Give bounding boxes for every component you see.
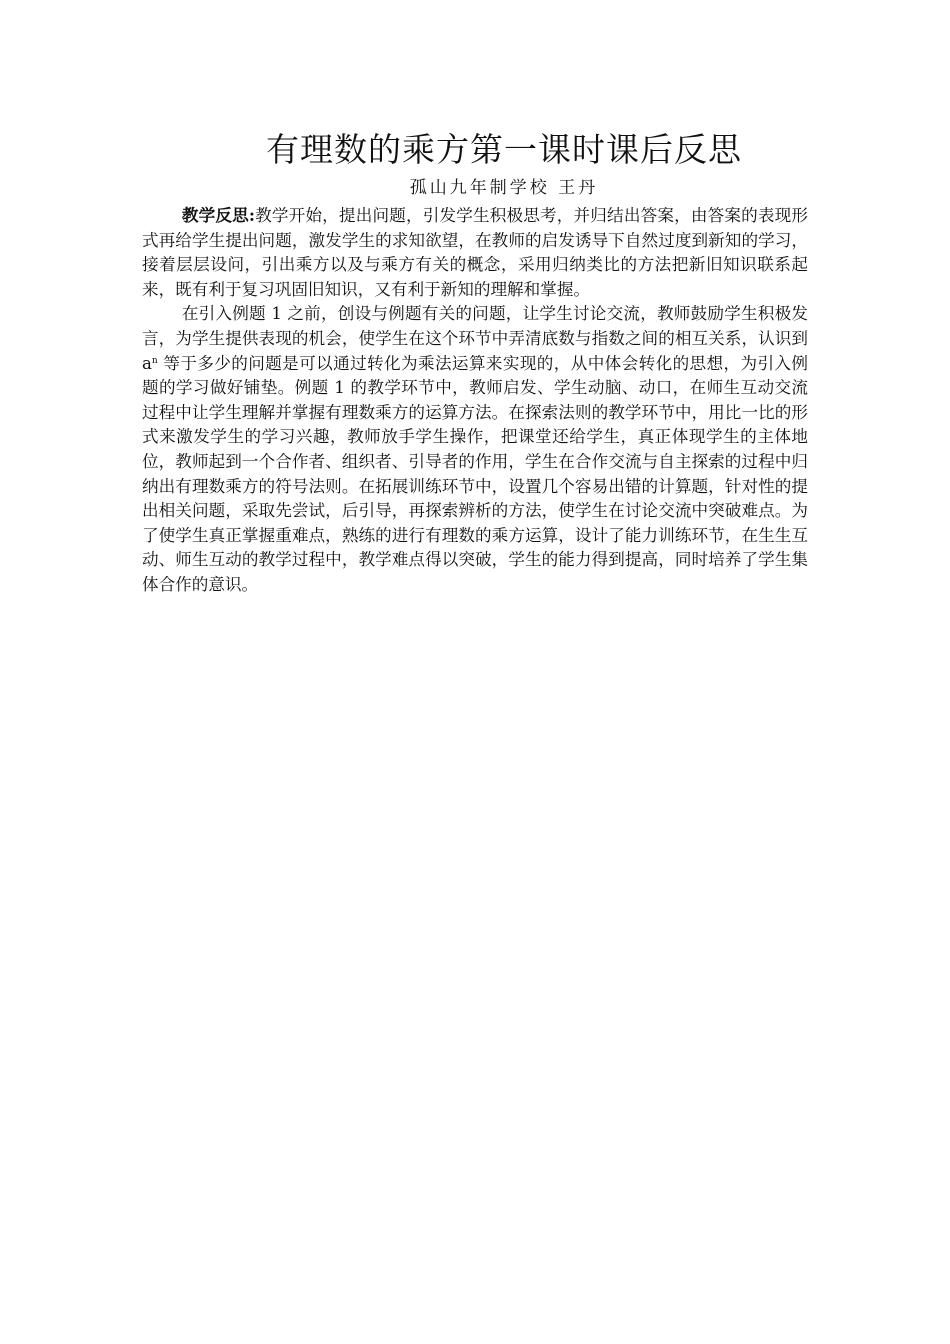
document-page bbox=[142, 128, 808, 598]
author-line: 孤山九年制学校 王丹 bbox=[409, 178, 599, 198]
exponent-n: n bbox=[151, 355, 158, 366]
reflection-paragraph-1-text: 教学开始，提出问题，引发学生积极思考，并归结出答案，由答案的表现形式再给学生提出问题，激发学生的求知欲望，在教师的启发诱导下自然过度到新知的学习，接着层层设问，引出乘方以及与乘方有关的概念，采用归纳类比的方法把新旧知识联系起来，既有利于复习巩固旧知识，又有利于新知的理解和掌握。 bbox=[142, 206, 808, 299]
reflection-paragraph-2 bbox=[142, 302, 808, 597]
document-title: 有理数的乘方第一课时课后反思 bbox=[266, 130, 742, 169]
reflection-paragraph-1 bbox=[142, 203, 808, 302]
reflection-lead-label: 教学反思: bbox=[181, 205, 255, 225]
reflection-paragraph-2-text-b: 等于多少的问题是可以通过转化为乘法运算来实现的，从中体会转化的思想，为引入例题的学习做好铺垫。例题 1 的教学环节中，教师启发、学生动脑、动口，在师生互动交流过程中让学生理解并掌握有理数乘方的运算方法。在探索法则的教学环节中，用比一比的形式来激发学生的学习兴趣，教师放手学生操作，把课堂还给学生，真正体现学生的主体地位，教师起到一个合作者、组织者、引导者的作用，学生在合作交流与自主探索的过程中归纳出有理数乘方的符号法则。在拓展训练环节中，设置几个容易出错的计算题，针对性的提出相关问题，采取先尝试，后引导，再探索辨析的方法，使学生在讨论交流中突破难点。为了使学生真正掌握重难点，熟练的进行有理数的乘方运算，设计了能力训练环节，在生生互动、师生互动的教学过程中，教学难点得以突破，学生的能力得到提高，同时培养了学生集体合作的意识。 bbox=[142, 353, 808, 594]
reflection-paragraph-2-text-a: 在引入例题 1 之前，创设与例题有关的问题，让学生讨论交流，教师鼓励学生积极发言，为学生提供表现的机会，使学生在这个环节中弄清底数与指数之间的相互关系，认识到 a bbox=[142, 304, 808, 373]
